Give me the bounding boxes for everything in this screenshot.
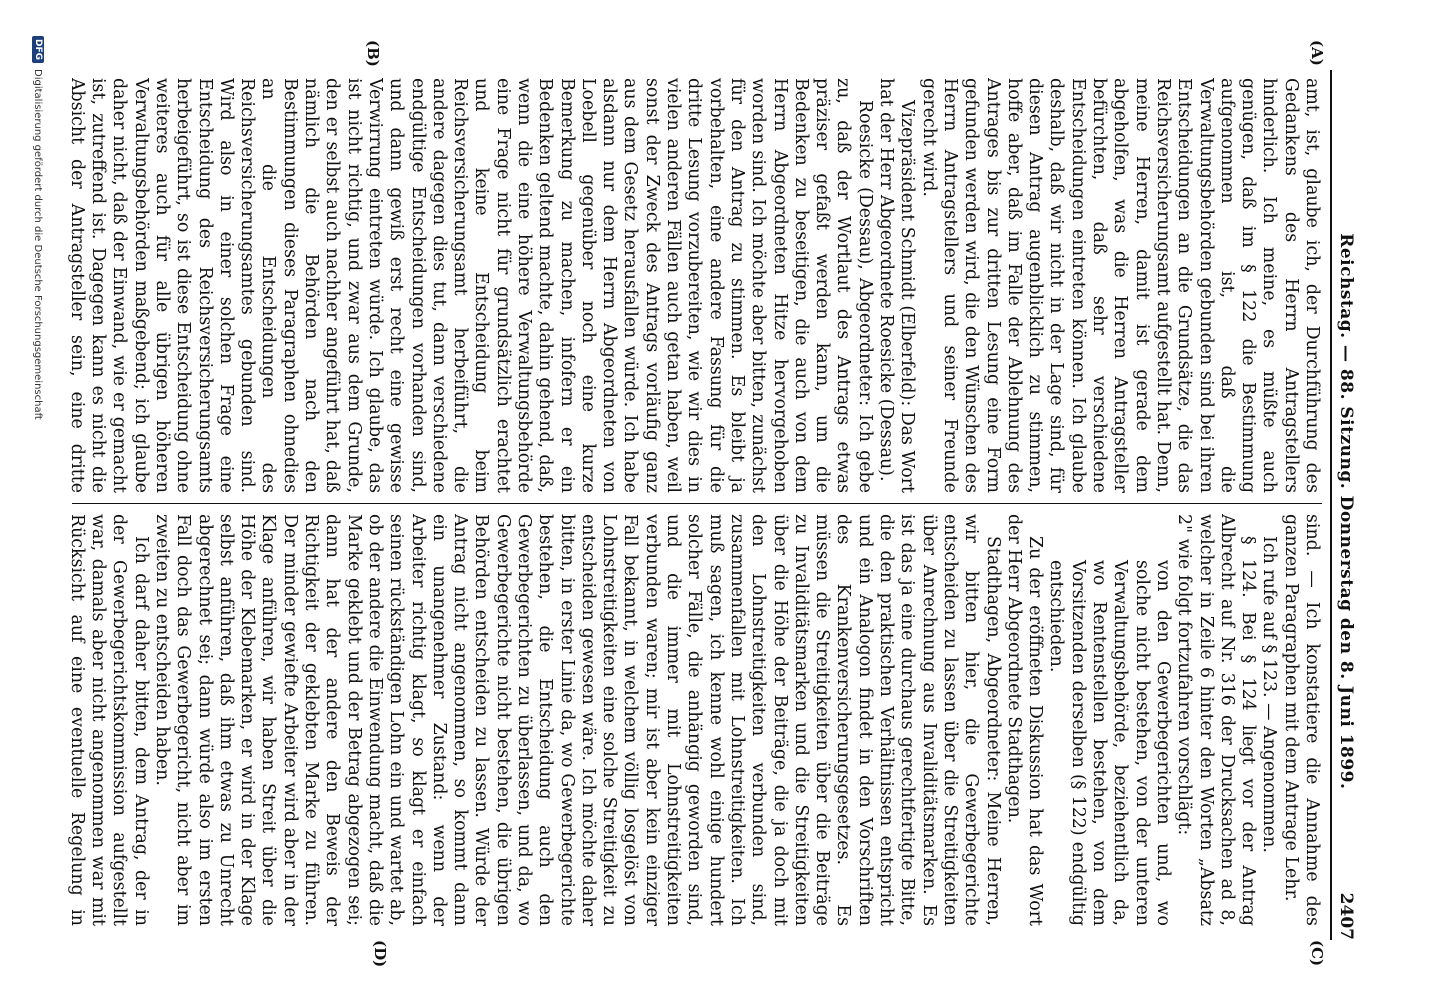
right-column bbox=[67, 514, 1322, 926]
dfg-logo: DFG bbox=[32, 36, 44, 63]
margin-marker-b: (B) bbox=[364, 40, 382, 67]
page-title: Reichstag. — 88. Sitzung. Donnerstag den 8. Juni 1899. bbox=[1336, 233, 1356, 790]
paragraph: amt, ist, glaube ich, der Durchführung des Gedankens des Herrn Antragstellers hinderlich. Ich meine, es müßte auch genügen, daß im § 122 die Bestimmung aufgenommen ist, daß die Verwaltungsbehörden gebunden sind bei ihren Entscheidungen an die Grundsätze, die das Reichsversicherungsamt aufgestellt hat. Denn, meine Herren, damit ist gerade dem abgeholfen, was die Herren Antragsteller befürchten, daß sehr verschiedene Entscheidungen eintreten können. Ich glaube deshalb, daß wir nicht in der Lage sind, für diesen Antrag augenblicklich zu stimmen, hoffe aber, daß im Falle der Ablehnung des Antrages bis zur dritten Lesung eine Form gefunden werden wird, die den Wünschen des Herrn Antragstellers und seiner Freunde gerecht wird. bbox=[918, 78, 1322, 493]
margin-marker-c: (C) bbox=[1308, 940, 1326, 967]
speech-paragraph: Roesicke (Dessau), Abgeordneter: Ich gebe zu, daß der Wortlaut des Antrags etwas präziser gefaßt werden kann, um die Bedenken zu beseitigen, die auch von dem Herrn Abgeordneten Hitze hervorgehoben worden sind. Ich möchte aber bitten, zunächst für den Antrag zu stimmen. Es bleibt ja vorbehalten, eine andere Fassung für die dritte Lesung vorzubereiten, wie wir dies in vielen anderen Fällen auch getan haben, weil sonst der Zweck des Antrags vorläufig ganz aus dem Gesetz herausfallen würde. Ich habe alsdann nur dem Herrn Abgeordneten von Loebell gegenüber noch eine kurze Bemerkung zu machen, infofern er ein Bedenken geltend machte, dahin gehend, daß, wenn die eine höhere Verwaltungsbehörde eine Frage nicht für grundsätzlich erachtet und keine Entscheidung beim Reichsversicherungsamt herbeiführt, die andere dagegen dies tut, dann verschiedene endgültige Entscheidungen vorhanden sind, und dann gewiß erst recht eine gewisse Verwirrung eintreten würde. Ich glaube, das ist nicht richtig, und zwar aus dem Grunde, den er selbst auch nachher angeführt hat, daß nämlich die Behörden nach den Bestimmungen dieses Paragraphen ohnedies an die Entscheidungen des Reichsversicherungsamtes gebunden sind. Wird also in einer solchen Frage eine Entscheidung des Reichsversicherungsamts herbeigeführt, so ist diese Entscheidung ohne weiteres auch für alle übrigen höheren Verwaltungsbehörden maßgebend; ich glaube daher nicht, daß der Einwand, wie er gemacht ist, zutreffend ist. Dagegen kann es nicht die Absicht der Antragsteller sein, eine dritte bbox=[67, 78, 875, 493]
speech-paragraph: Stadthagen, Abgeordneter: Meine Herren, wir bitten hier, die Gewerbegerichte entscheiden zu lassen über die Streitigkeiten über Anrechnung aus Invaliditätsmarken. Es ist das ja eine durchaus gerechtfertigte Bitte, die den praktischen Verhältnissen entspricht und ein Analogon findet in den Vorschriften des Krankenversicherungsgesetzes. Es müssen die Streitigkeiten über die Beiträge zu Invaliditätsmarken und die Streitigkeiten über die Höhe der Beiträge, die ja doch mit den Lohnstreitigkeiten verbunden sind, zusammenfallen mit Lohnstreitigkeiten. Ich muß sagen, ich kenne wohl einige hundert solcher Fälle, die anhängig geworden sind, und die immer mit Lohnstreitigkeiten verbunden waren; mir ist aber kein einziger Fall bekannt, in welchem völlig losgelöst von Lohnstreitigkeiten eine solche Streitigkeit zu entscheiden gewesen wäre. Ich möchte daher bitten, in erster Linie da, wo Gewerbegerichte bestehen, die Entscheidung auch den Gewerbegerichten zu überlassen, und da, wo Gewerbegerichte nicht bestehen, die übrigen Behörden entscheiden zu lassen. Würde der Antrag nicht angenommen, so kommt dann ein unangenehmer Zustand: wenn der Arbeiter richtig klagt, so klagt er einfach seinen rückständigen Lohn ein und wartet ab, ob der andere die Einwendung macht, daß die Marke geklebt und der Betrag abgezogen sei; dann hat der andere den Beweis der Richtigkeit der geklebten Marke zu führen. Der minder gewiefte Arbeiter wird aber in der Klage anführen, wir haben Streit über die Höhe der Klebemarken, er wird in der Klage selbst anführen, daß ihm etwas zu Unrecht abgerechnet sei; dann würde also im ersten Fall doch das Gewerbegericht, nicht aber im zweiten zu entscheiden haben. bbox=[151, 514, 1003, 926]
paragraph: Zu der eröffneten Diskussion hat das Wort der Herr Abgeordnete Stadthagen. bbox=[1003, 514, 1046, 926]
paragraph: Ich rufe auf § 123. — Angenommen. bbox=[1259, 536, 1280, 853]
quoted-amendment: von den Gewerbegerichten und, wo solche nicht bestehen, von der unteren Verwaltungsbehörde, beziehentlich da, wo Rentenstellen bestehen, von dem Vorsitzenden derselben (§ 122) endgültig entschieden. bbox=[1046, 560, 1173, 926]
speaker-paragraph: Vizepräsident Schmidt (Elberfeld): Das Wort hat der Herr Abgeordnete Roesicke (Dessau). bbox=[876, 78, 918, 493]
margin-marker-d: (D) bbox=[371, 940, 389, 968]
paragraph: sind. — Ich konstatiere die Annahme des ganzen Paragraphen mit dem Antrage Lehr. bbox=[1280, 514, 1322, 926]
header-rule bbox=[1330, 70, 1332, 940]
margin-marker-a: (A) bbox=[1308, 40, 1326, 66]
paragraph: Ich darf daher bitten, dem Antrag, der in der Gewerbegerichtskommission aufgestellt war, damals aber nicht angenommen war mit Rücksicht auf eine eventuelle Regelung in bbox=[67, 514, 151, 926]
page-header bbox=[1336, 70, 1376, 940]
page-number: 2407 bbox=[1336, 892, 1356, 940]
digitization-footer bbox=[32, 36, 44, 976]
paragraph: § 124. Bei § 124 liegt vor der Antrag Albrecht auf Nr. 316 der Drucksachen ad 8, welcher in Zeile 6 hinter den Worten „Absatz 2" wie folgt fortzufahren vorschlägt: bbox=[1174, 514, 1259, 926]
column-divider bbox=[72, 503, 1322, 504]
footer-text: Digitalisierung gefördert durch die Deutsche Forschungsgemeinschaft bbox=[32, 69, 44, 420]
left-column bbox=[67, 78, 1322, 493]
